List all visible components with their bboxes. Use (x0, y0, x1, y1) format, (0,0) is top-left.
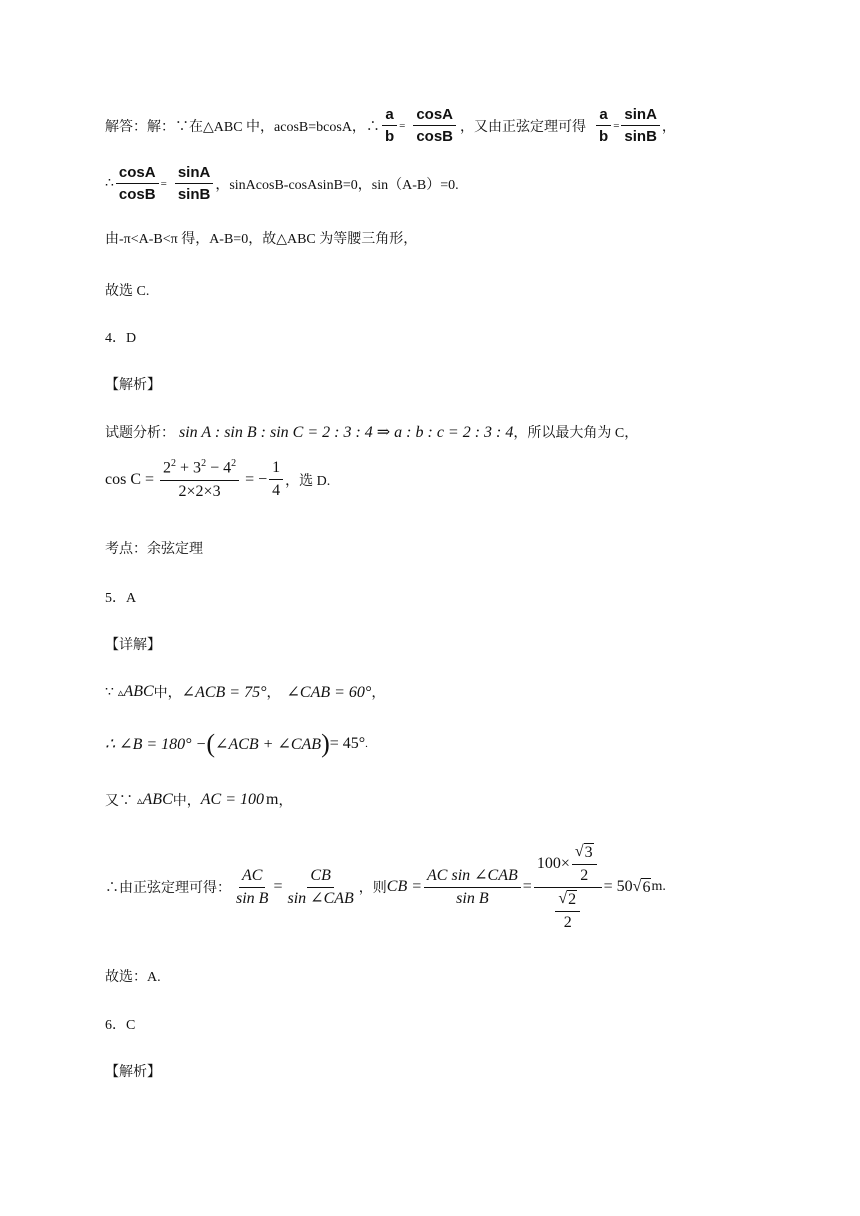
solution-line-12 (105, 682, 385, 702)
fraction-cosA-over-cosB (116, 164, 159, 204)
sqrt-3: √ 3 (574, 843, 593, 861)
frac-den: 2×2×3 (178, 482, 221, 500)
frac-num (572, 843, 597, 865)
equals-minus: = − (245, 470, 268, 488)
fraction-one-quarter (269, 459, 283, 501)
fraction-sqrt2-over-2 (555, 890, 580, 932)
left-paren: ( (206, 729, 216, 758)
fraction-ac-sincab-over-sinb (424, 867, 521, 909)
frac-num (534, 843, 602, 888)
question-5-answer (105, 587, 136, 607)
unit-m: m (266, 791, 279, 808)
solution-line-15 (105, 843, 666, 932)
sqrt-2: √ 2 (558, 889, 577, 908)
answer-text: 故选 C. (105, 284, 150, 299)
frac-den: sin B (236, 889, 269, 907)
equals-sign: = (613, 119, 620, 132)
text-zhong: 中， (153, 686, 182, 701)
answer-choice-line (105, 280, 149, 300)
cosine-lhs: cos C = (105, 470, 155, 488)
fraction-cb-over-sincab (284, 867, 356, 909)
radicand: 3 (584, 844, 593, 861)
frac-num: sinA (175, 164, 214, 184)
line-8-suffix: ，选 D. (285, 473, 331, 489)
comma: ， (371, 686, 386, 701)
radicand: 6 (642, 879, 651, 897)
solution-line-13 (105, 731, 368, 757)
angle-sum: ∠ACB + ∠CAB (215, 736, 322, 753)
unit-m: m. (651, 879, 666, 895)
frac-num: sinA (621, 106, 660, 126)
fraction-a-over-b (596, 106, 611, 146)
result-45: = 45° (329, 735, 366, 752)
section-heading: 【解析】 (105, 1065, 161, 1080)
frac-num: cosA (413, 106, 456, 126)
equals-sign: = (399, 119, 406, 132)
frac-num (555, 890, 580, 912)
question-4-answer (105, 327, 136, 347)
fraction-sinA-over-sinB (621, 106, 660, 146)
line-7-prefix: 试题分析： (105, 426, 175, 441)
section-heading-analysis (105, 1061, 161, 1081)
solution-line-14 (105, 790, 292, 810)
exponent: 2 (171, 458, 177, 469)
frac-den: sin ∠CAB (287, 889, 354, 907)
also-because: 又∵ (105, 794, 133, 809)
key-point-line (105, 538, 203, 558)
complex-fraction (534, 843, 602, 932)
line-2-suffix: ，sinAcosB-cosAsinB=0，sin（A-B）=0. (215, 177, 459, 193)
frac-num (160, 458, 239, 481)
text-then: ，则 (358, 881, 387, 897)
angle-cab: ∠CAB = 60° (286, 684, 372, 701)
frac-den: sinB (624, 128, 657, 146)
frac-num: cosA (116, 164, 159, 184)
section-heading-analysis (105, 374, 161, 394)
answer-text: 故选：A. (105, 970, 161, 985)
because-symbol: ∵ (105, 684, 114, 700)
frac-den (550, 888, 585, 932)
triangle-symbol: ▵ (137, 794, 143, 807)
frac-den: 2 (580, 866, 589, 884)
result-50: = 50 (603, 878, 633, 896)
frac-num: 1 (269, 459, 283, 480)
solution-line-1 (105, 106, 676, 146)
frac-num: CB (307, 867, 333, 888)
question-6-answer (105, 1014, 135, 1034)
frac-num: AC (239, 867, 265, 888)
right-paren: ) (321, 729, 330, 758)
frac-den: b (599, 128, 609, 146)
radicand: 2 (568, 890, 577, 908)
question-number-answer: 4．D (105, 331, 137, 346)
answer-choice-line (105, 966, 161, 986)
exponent: 2 (201, 458, 207, 469)
period: . (365, 738, 368, 750)
line-1-prefix: 解答：解：∵在△ABC 中，acosB=bcosA，∴ (105, 119, 380, 135)
side-ac: AC = 100 (200, 791, 264, 808)
cb-lhs: CB = (386, 878, 423, 896)
cosine-fraction (160, 458, 239, 501)
fraction-sinA-over-sinB (175, 164, 214, 204)
therefore-symbol: ∴ (105, 176, 114, 192)
line-15-prefix: ∴由正弦定理可得： (105, 881, 231, 897)
section-heading-details (105, 634, 161, 654)
frac-num: AC sin ∠CAB (424, 867, 521, 888)
solution-line-2 (105, 164, 459, 204)
text-zhong: 中， (172, 794, 201, 809)
angle-b-expression: ∴ ∠B = 180° − (105, 736, 207, 753)
frac-num: a (596, 106, 610, 126)
section-heading: 【解析】 (105, 378, 161, 393)
line-3-text: 由-π<A-B<π 得，A-B=0，故△ABC 为等腰三角形， (105, 232, 418, 247)
frac-den: cosB (416, 128, 454, 146)
frac-den: 2 (563, 913, 572, 931)
comma: ， (278, 794, 293, 809)
num-part: + 3 (176, 459, 202, 477)
key-point-text: 考点：余弦定理 (105, 542, 203, 557)
angle-acb: ∠ACB = 75° (181, 684, 267, 701)
frac-den: sin B (456, 889, 489, 907)
num-part: 2 (163, 459, 172, 477)
question-number-answer: 5．A (105, 591, 137, 606)
line-7-suffix: ，所以最大角为 C， (513, 426, 639, 441)
sqrt-6: √ 6 (632, 878, 651, 897)
solution-line-8 (105, 458, 330, 501)
triangle-name: ABC (142, 791, 173, 808)
fraction-sqrt3-over-2 (572, 843, 597, 885)
equals-sign: = (522, 878, 532, 896)
triangle-name: ABC (123, 683, 154, 700)
question-number-answer: 6．C (105, 1018, 136, 1033)
frac-num: a (382, 106, 396, 126)
equals-sign: = (160, 177, 167, 190)
hundred-times: 100× (536, 854, 570, 872)
frac-den: b (384, 128, 395, 146)
num-part: − 4 (206, 459, 232, 477)
exponent: 2 (231, 458, 237, 469)
fraction-a-over-b (382, 106, 397, 146)
equals-sign: = (273, 878, 283, 896)
solution-line-7 (105, 422, 638, 442)
ratio-equation: sin A : sin B : sin C = 2 : 3 : 4 ⇒ a : b : c = 2 : 3 : 4 (179, 424, 514, 441)
solution-line-3 (105, 228, 417, 248)
triangle-symbol: ▵ (117, 686, 124, 699)
frac-den: 4 (272, 482, 281, 500)
line-1-mid-text: ，又由正弦定理可得 (460, 119, 587, 135)
comma: ， (266, 686, 281, 701)
frac-den: sinB (177, 186, 211, 204)
fraction-cosA-over-cosB (413, 106, 456, 146)
comma: ， (661, 119, 676, 135)
fraction-ac-over-sinb (233, 867, 271, 909)
section-heading: 【详解】 (105, 638, 161, 653)
frac-den: cosB (118, 186, 156, 204)
